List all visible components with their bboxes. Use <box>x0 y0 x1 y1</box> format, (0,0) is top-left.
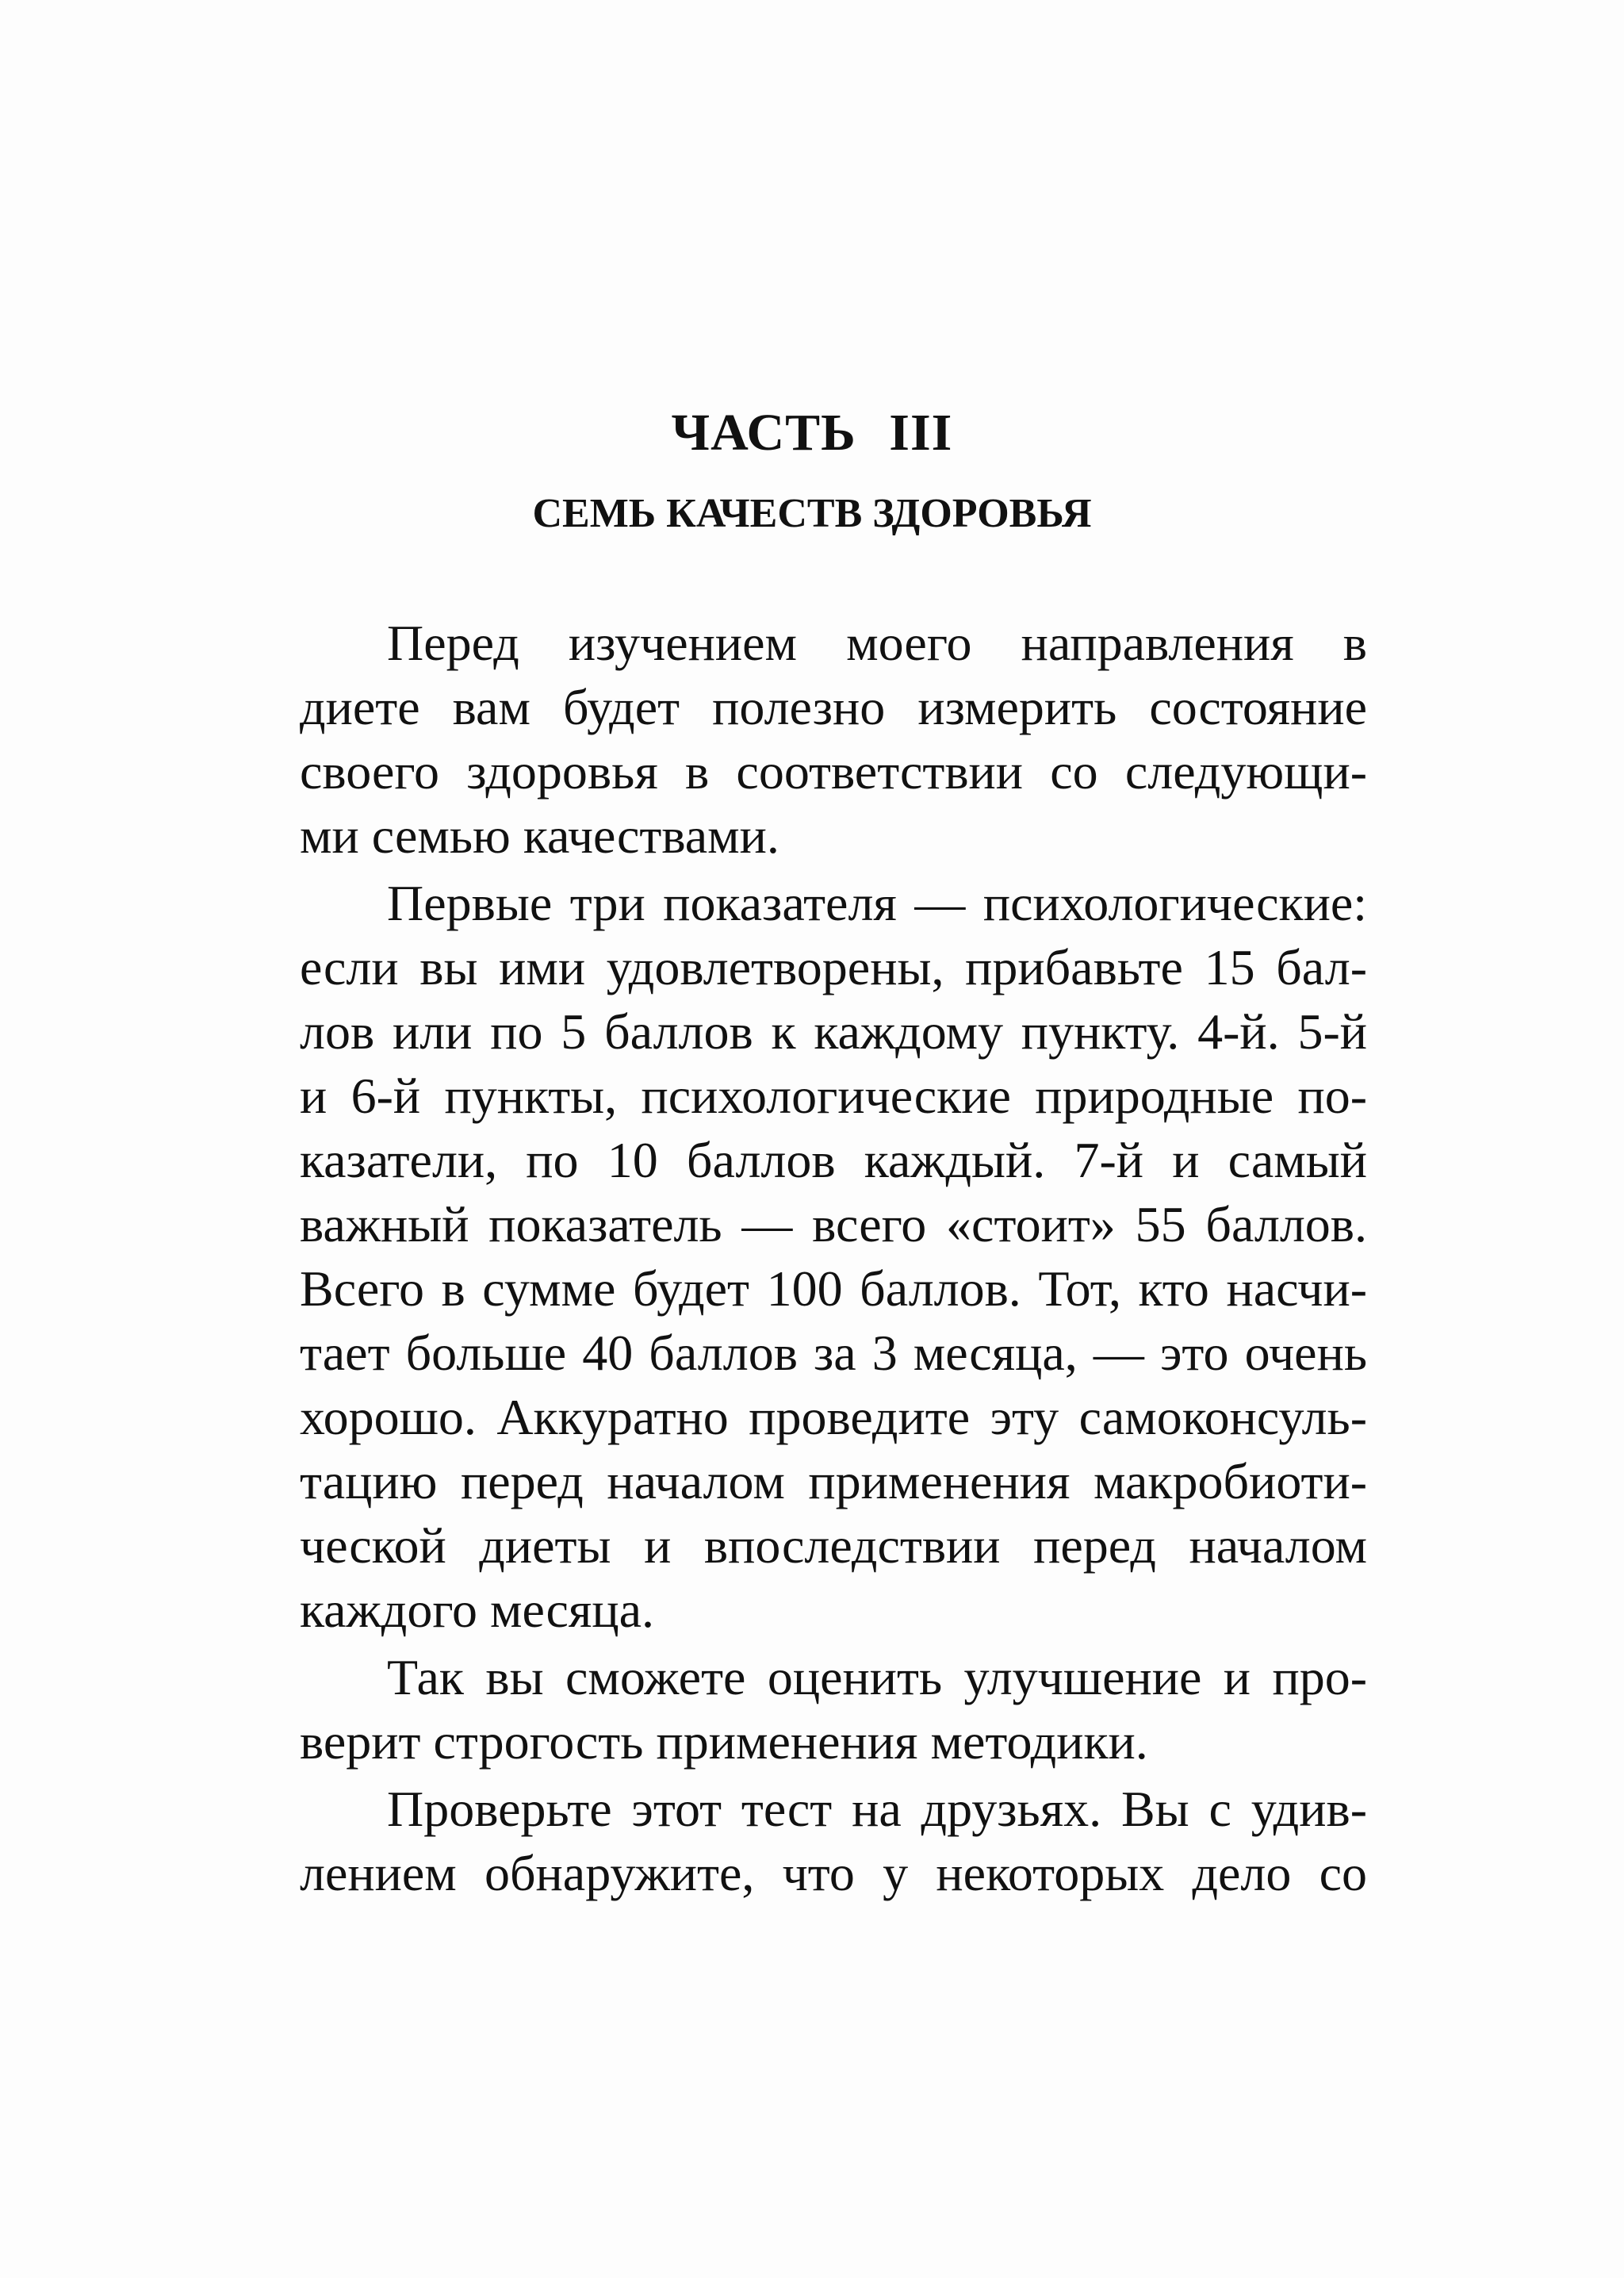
text-line: казатели, по 10 баллов каждый. 7-й и самый <box>300 1132 1367 1188</box>
text-line: хорошо. Аккуратно проведите эту самоконсуль- <box>300 1389 1367 1445</box>
text-line: если вы ими удовлетворены, прибавьте 15 бал- <box>300 939 1367 995</box>
chapter-title: СЕМЬ КАЧЕСТВ ЗДОРОВЬЯ <box>532 491 1092 536</box>
text-line: тацию перед началом применения макробиоти- <box>300 1453 1367 1509</box>
paragraph <box>300 1777 1367 1905</box>
paragraph <box>300 1645 1367 1774</box>
text-line: лов или по 5 баллов к каждому пункту. 4-й. 5-й <box>300 1003 1367 1060</box>
text-line: тает больше 40 баллов за 3 месяца, — это очень <box>300 1325 1367 1381</box>
text-line: каждого месяца. <box>300 1582 654 1638</box>
part-heading: ЧАСТЬ III <box>671 404 953 462</box>
text-line: своего здоровья в соответствии со следующи- <box>300 743 1367 800</box>
text-line: верит строгость применения методики. <box>300 1713 1148 1770</box>
text-line: Первые три показателя — психологические: <box>387 875 1367 931</box>
text-line: Проверьте этот тест на друзьях. Вы с удив- <box>387 1781 1367 1837</box>
text-line: важный показатель — всего «стоит» 55 баллов. <box>300 1196 1367 1252</box>
text-line: ми семью качествами. <box>300 807 779 864</box>
body-text <box>300 611 1367 1905</box>
text-line: диете вам будет полезно измерить состояние <box>300 679 1367 735</box>
text-line: Так вы сможете оценить улучшение и про- <box>387 1649 1367 1705</box>
text-line: Перед изучением моего направления в <box>387 615 1367 671</box>
paragraph <box>300 871 1367 1642</box>
paragraph <box>300 611 1367 868</box>
text-line: лением обнаружите, что у некоторых дело со <box>300 1845 1367 1901</box>
text-line: Всего в сумме будет 100 баллов. Тот, кто насчи- <box>300 1260 1367 1317</box>
text-line: и 6-й пункты, психологические природные по- <box>300 1068 1367 1124</box>
text-line: ческой диеты и впоследствии перед началом <box>300 1517 1367 1574</box>
